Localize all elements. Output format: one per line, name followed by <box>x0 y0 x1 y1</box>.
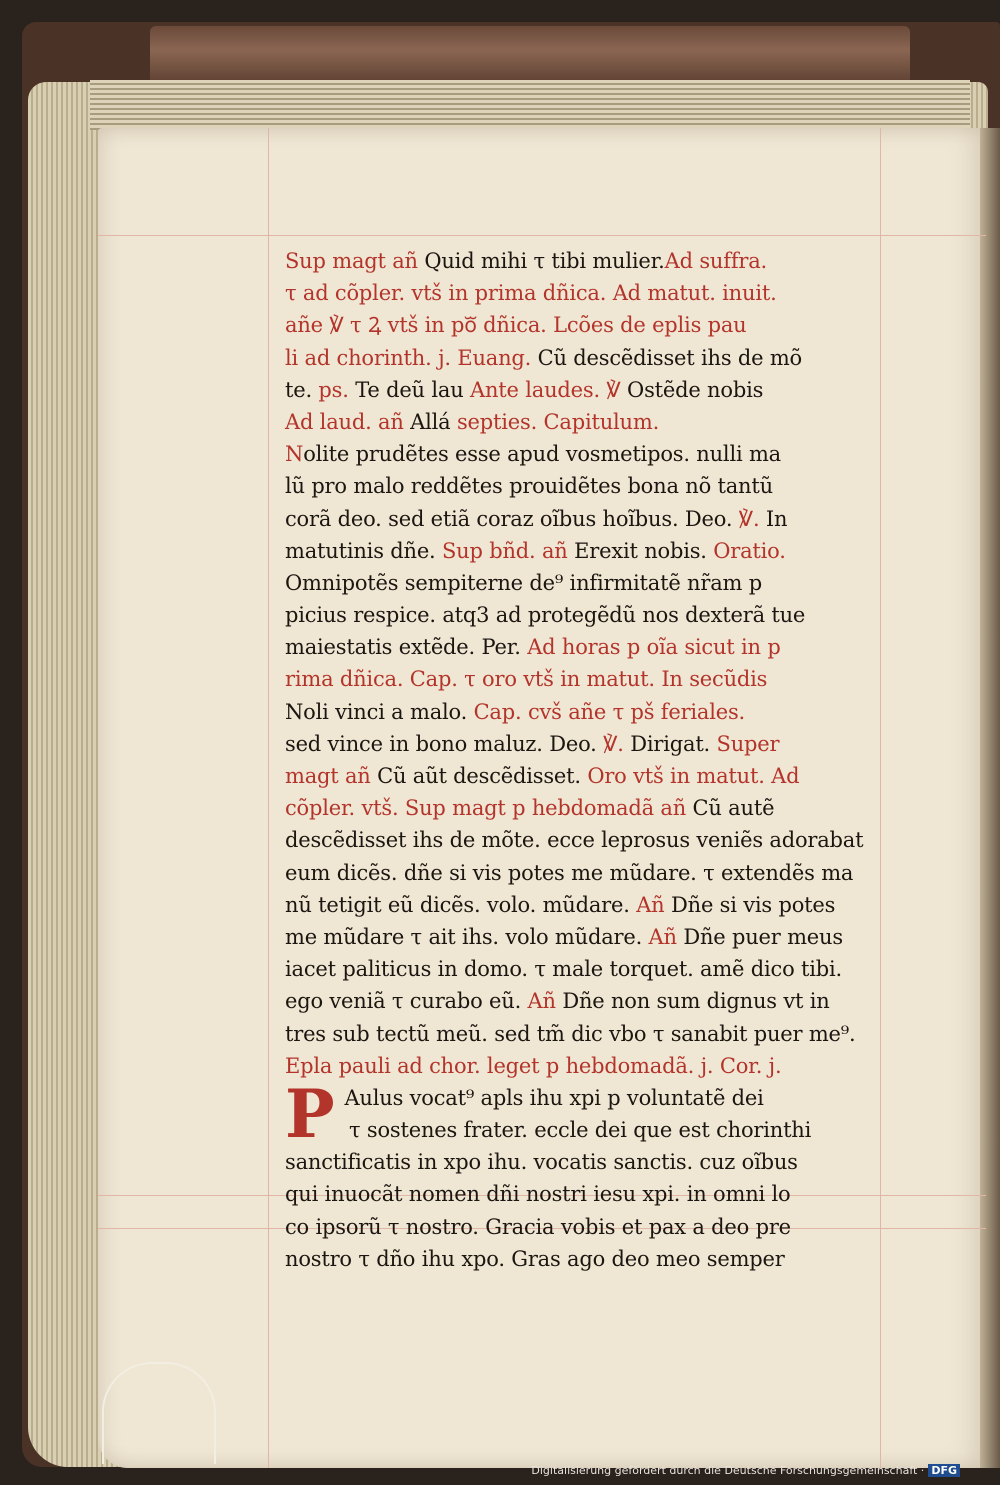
text-line <box>285 857 875 889</box>
decorated-initial: P <box>285 1074 335 1153</box>
body-text: sanctificatis in xpo ihu. vocatis sanctis. cuz oĩbus <box>285 1150 798 1175</box>
rubric-text: Añ <box>636 892 671 917</box>
body-text: τ sostenes frater. eccle dei que est chorinthi <box>349 1118 812 1143</box>
body-text: picius respice. atq3 ad protegẽdũ nos dexterã tue <box>285 603 806 628</box>
rubric-text: Ad horas p oĩa sicut in p <box>527 635 781 660</box>
page-top-edges <box>90 80 970 130</box>
body-text: matutinis dñe. <box>285 538 442 563</box>
rubric-text: Añ <box>648 924 684 949</box>
rubric-text: τ ad cõpler. vtš in prima dñica. Ad matut. inuit. <box>285 281 777 306</box>
rubric-text: añe ℣ τ Ꝝ vtš in poᷓ dñica. Lcões de eplis pau <box>285 313 747 338</box>
text-line <box>285 1178 875 1210</box>
rubric-text: Ante laudes. ℣ <box>470 377 628 402</box>
body-text: co ipsorũ τ nostro. Gracia vobis et pax a deo pre <box>285 1214 791 1239</box>
body-text: Quid mihi τ tibi mulier. <box>424 249 665 273</box>
rubric-text: cõpler. vtš. Sup magt p hebdomadã añ <box>285 796 693 821</box>
text-line <box>285 1114 875 1146</box>
rubric-text: Epla pauli ad chor. leget p hebdomadã. j. Cor. j. <box>285 1053 782 1078</box>
body-text: corã deo. sed etiã coraz oĩbus hoĩbus. Deo. <box>285 506 739 531</box>
rubric-text: Añ <box>527 989 563 1014</box>
text-line <box>285 438 875 470</box>
body-text: Noli vinci a malo. <box>285 699 474 724</box>
rubric-text: rima dñica. Cap. τ oro vtš in matut. <box>285 667 662 692</box>
body-text: ego veniã τ curabo eũ. <box>285 989 528 1014</box>
text-line <box>285 663 875 695</box>
rubric-text: cvš añe τ pš feriales. <box>527 699 746 724</box>
body-text: nostro τ dño ihu xpo. Gras ago deo meo semper <box>285 1246 785 1271</box>
body-text: Dñe puer meus <box>683 924 843 949</box>
text-line <box>285 1018 875 1050</box>
rubric-text: Ad suffra. <box>664 249 768 273</box>
body-text: Allá <box>410 409 457 434</box>
page-text <box>285 245 875 1275</box>
text-line <box>285 374 875 406</box>
text-line <box>285 277 875 309</box>
body-text: eum dicẽs. dñe si vis potes me mũdare. τ extendẽs ma <box>285 860 854 885</box>
text-line <box>285 985 875 1017</box>
body-text: In <box>765 506 788 531</box>
ruling-line-right <box>880 128 881 1468</box>
text-line <box>285 599 875 631</box>
rubric-text: Cap. <box>473 699 528 724</box>
text-line <box>285 1211 875 1243</box>
body-text: Omnipotẽs sempiterne de⁹ infirmitatẽ nr̃am p <box>285 570 762 595</box>
text-line <box>285 953 875 985</box>
body-text: Cũ descẽdisset ihs de mõ <box>537 345 802 370</box>
body-text: Aulus vocat⁹ apls ihu xpi p voluntatẽ dei <box>344 1085 764 1110</box>
rubric-text: Ad laud. añ <box>285 409 411 434</box>
body-text: Te deũ lau <box>355 377 470 402</box>
rubric-text: Super <box>716 731 780 756</box>
text-line <box>285 921 875 953</box>
body-text: qui inuocãt nomen dñi nostri iesu xpi. in omni lo <box>285 1182 791 1207</box>
text-line <box>285 1243 875 1275</box>
rubric-text: Sup bñd. añ <box>442 538 575 563</box>
body-text: Dñe non sum dignus vt in <box>562 989 830 1014</box>
body-text: Dñe si vis potes <box>670 892 836 917</box>
body-text: Dirigat. <box>630 731 717 756</box>
body-text: nũ tetigit eũ dicẽs. volo. mũdare. <box>285 892 637 917</box>
rubric-text: In secũdis <box>661 667 768 692</box>
body-text: me mũdare τ ait ihs. volo mũdare. <box>285 924 649 949</box>
thumb-mark <box>102 1362 216 1464</box>
body-text: maiestatis extẽde. Per. <box>285 635 528 660</box>
rubric-text: septies. Capitulum. <box>456 409 660 434</box>
body-text: tres sub tectũ meũ. sed tm̃ dic vbo τ sanabit puer me⁹. <box>285 1021 856 1046</box>
text-line <box>285 631 875 663</box>
text-line <box>285 760 875 792</box>
book-top-binding <box>150 26 910 86</box>
body-text: Ostẽde nobis <box>627 377 764 402</box>
text-line <box>285 342 875 374</box>
text-line <box>285 824 875 856</box>
body-text: Erexit nobis. <box>574 538 714 563</box>
body-text: sed vince in bono maluz. Deo. <box>285 731 604 756</box>
text-line <box>285 728 875 760</box>
rubric-text: Oro vtš in matut. Ad <box>587 764 800 788</box>
body-text: olite prudẽtes esse apud vosmetipos. nulli ma <box>303 442 781 467</box>
text-line <box>285 1146 875 1178</box>
text-line <box>285 406 875 438</box>
text-line <box>285 470 875 502</box>
body-text: Cũ autẽ <box>692 796 775 821</box>
text-line <box>285 889 875 921</box>
footer-credit-text: Digitalisierung gefördert durch die Deutsche Forschungsgemeinschaft · <box>531 1464 925 1477</box>
text-line <box>285 245 875 277</box>
rubric-text: Sup magt añ <box>285 249 425 273</box>
ruling-line-left <box>268 128 269 1468</box>
footer-credit <box>531 1464 960 1477</box>
text-line <box>285 503 875 535</box>
rubric-text: magt añ <box>285 764 378 788</box>
rubric-text: N <box>285 442 304 467</box>
text-line <box>285 792 875 824</box>
text-line <box>285 1050 875 1082</box>
dfg-logo: DFG <box>928 1464 960 1477</box>
text-line <box>285 535 875 567</box>
rubric-text: ℣. <box>603 731 631 756</box>
body-text: descẽdisset ihs de mõte. ecce leprosus veniẽs adorabat <box>285 828 864 853</box>
text-line <box>285 567 875 599</box>
text-line <box>285 309 875 341</box>
rubric-text: ps. <box>318 377 356 402</box>
body-text: Cũ aũt descẽdisset. <box>377 764 588 788</box>
body-text: lũ pro malo reddẽtes prouidẽtes bona nõ tantũ <box>285 474 773 499</box>
page-gutter <box>980 128 1000 1468</box>
body-text: iacet paliticus in domo. τ male torquet. amẽ dico tibi. <box>285 957 842 982</box>
ruling-line-top <box>98 235 986 236</box>
body-text: te. <box>285 377 319 402</box>
rubric-text: ℣. <box>738 506 766 531</box>
text-line <box>285 696 875 728</box>
rubric-text: li ad chorinth. j. Euang. <box>285 345 538 370</box>
rubric-text: Oratio. <box>713 538 786 563</box>
